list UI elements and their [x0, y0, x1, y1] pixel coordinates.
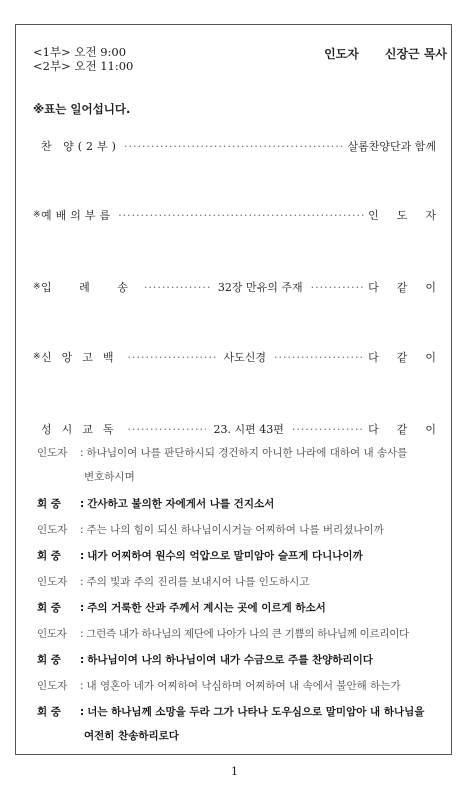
speaker-label: 회 중: [37, 654, 61, 666]
service-time-2: <2부> 오전 11:00: [33, 59, 134, 73]
order-item-name: 입 례 송: [41, 281, 140, 294]
speaker-label: 회 중: [37, 602, 61, 614]
standing-mark: ※: [33, 210, 41, 220]
order-item-name: 예배의부름: [41, 209, 115, 222]
speaker-label: 회 중: [37, 498, 61, 510]
speaker-label: 인도자: [37, 576, 68, 588]
dot-leader: [118, 209, 364, 222]
reading-line-congregation: 회 중 : 하나님이여 나의 하나님이여 내가 수금으로 주를 찬양하리이다: [37, 654, 373, 666]
reading-text: 하나님이여 나의 하나님이여 내가 수금으로 주를 찬양하리이다: [87, 654, 373, 666]
order-item-mid: 사도신경: [223, 351, 267, 364]
reading-line-congregation: 회 중 : 너는 하나님께 소망을 두라 그가 나타나 도우심으로 말미암아 내 하나님을: [37, 706, 425, 718]
reading-line-leader: 인도자 : 그런즉 내가 하나님의 제단에 나아가 나의 큰 기쁨의 하나님께 이르리이다: [37, 628, 409, 640]
order-item-name: 신앙고백: [41, 351, 124, 364]
reading-text: 주는 나의 힘이 되신 하나님이시거늘 어찌하여 나를 버리셨나이까: [86, 524, 384, 536]
speaker-label: 인도자: [37, 447, 68, 459]
reading-text: 내가 어찌하여 원수의 억압으로 말미암아 슬프게 다니나이까: [87, 550, 363, 562]
standing-mark: ※: [33, 352, 41, 362]
reading-line-congregation: 회 중 : 간사하고 불의한 자에게서 나를 건지소서: [37, 498, 275, 510]
reading-line-continuation: 여전히 찬송하리로다: [84, 730, 179, 742]
dot-leader: [128, 351, 216, 364]
dot-leader: [144, 281, 210, 294]
order-item-name: 찬 양(2부): [41, 140, 120, 153]
order-item-right: 다같이: [368, 281, 454, 294]
standing-mark: ※: [33, 282, 41, 292]
reading-line-continuation: 변호하시며: [84, 471, 135, 483]
dot-leader: [128, 423, 206, 436]
reading-line-leader: 인도자 : 하나님이여 나를 판단하시되 경건하지 아니한 나라에 대하여 내 송사를: [37, 447, 408, 459]
reading-text: 주의 거룩한 산과 주께서 계시는 곳에 이르게 하소서: [87, 602, 326, 614]
reading-line-congregation: 회 중 : 내가 어찌하여 원수의 억압으로 말미암아 슬프게 다니나이까: [37, 550, 363, 562]
reading-text: 그런즉 내가 하나님의 제단에 나아가 나의 큰 기쁨의 하나님께 이르리이다: [86, 628, 409, 640]
order-item-right: 다같이: [368, 351, 454, 364]
dot-leader: [311, 281, 364, 294]
dot-leader: [274, 351, 364, 364]
speaker-label: 회 중: [37, 550, 61, 562]
reading-line-leader: 인도자 : 주의 빛과 주의 진리를 보내시어 나를 인도하시고: [37, 576, 310, 588]
speaker-label: 인도자: [37, 524, 68, 536]
reading-text: 간사하고 불의한 자에게서 나를 건지소서: [87, 498, 275, 510]
service-time-1: <1부> 오전 9:00: [33, 45, 127, 59]
reading-text: 내 영혼아 네가 어찌하여 낙심하며 어찌하여 내 속에서 불안해 하는가: [86, 680, 401, 692]
order-item-right: 인도자: [368, 209, 454, 222]
leader-info: [298, 45, 447, 62]
order-item-creed: [33, 349, 454, 365]
service-times: [33, 45, 133, 73]
order-item-right: 다같이: [368, 423, 454, 436]
order-item-name: 성시교독: [41, 423, 124, 436]
speaker-label: 인도자: [37, 628, 67, 640]
order-item-call: [33, 207, 454, 223]
order-item-mid: 23. 시편 43편: [213, 423, 284, 436]
page-frame: [15, 24, 452, 755]
reading-line-leader: 인도자 : 주는 나의 힘이 되신 하나님이시거늘 어찌하여 나를 버리셨나이까: [37, 524, 384, 536]
order-item-hymn: [33, 279, 454, 295]
standing-note: ※표는 일어섭니다.: [33, 102, 131, 116]
order-item-responsive-reading: [33, 421, 454, 437]
reading-text: 하나님이여 나를 판단하시되 경건하지 아니한 나라에 대하여 내 송사를: [86, 447, 408, 459]
order-item-right: 살롬찬양단과 함께: [347, 140, 436, 153]
speaker-label: 인도자: [37, 680, 68, 692]
reading-text: 주의 빛과 주의 진리를 보내시어 나를 인도하시고: [86, 576, 310, 588]
reading-line-leader: 인도자 : 내 영혼아 네가 어찌하여 낙심하며 어찌하여 내 속에서 불안해 하는가: [37, 680, 401, 692]
dot-leader: [124, 140, 344, 153]
order-item-praise: [33, 138, 436, 154]
page-number: 1: [231, 765, 238, 778]
leader-name: 신장근 목사: [384, 47, 447, 61]
reading-line-congregation: 회 중 : 주의 거룩한 산과 주께서 계시는 곳에 이르게 하소서: [37, 602, 326, 614]
leader-label: 인도자: [324, 47, 359, 61]
dot-leader: [292, 423, 364, 436]
order-item-mid: 32장 만유의 주재: [217, 281, 303, 294]
speaker-label: 회 중: [37, 706, 61, 718]
reading-text: 너는 하나님께 소망을 두라 그가 나타나 도우심으로 말미암아 내 하나님을: [87, 706, 425, 718]
